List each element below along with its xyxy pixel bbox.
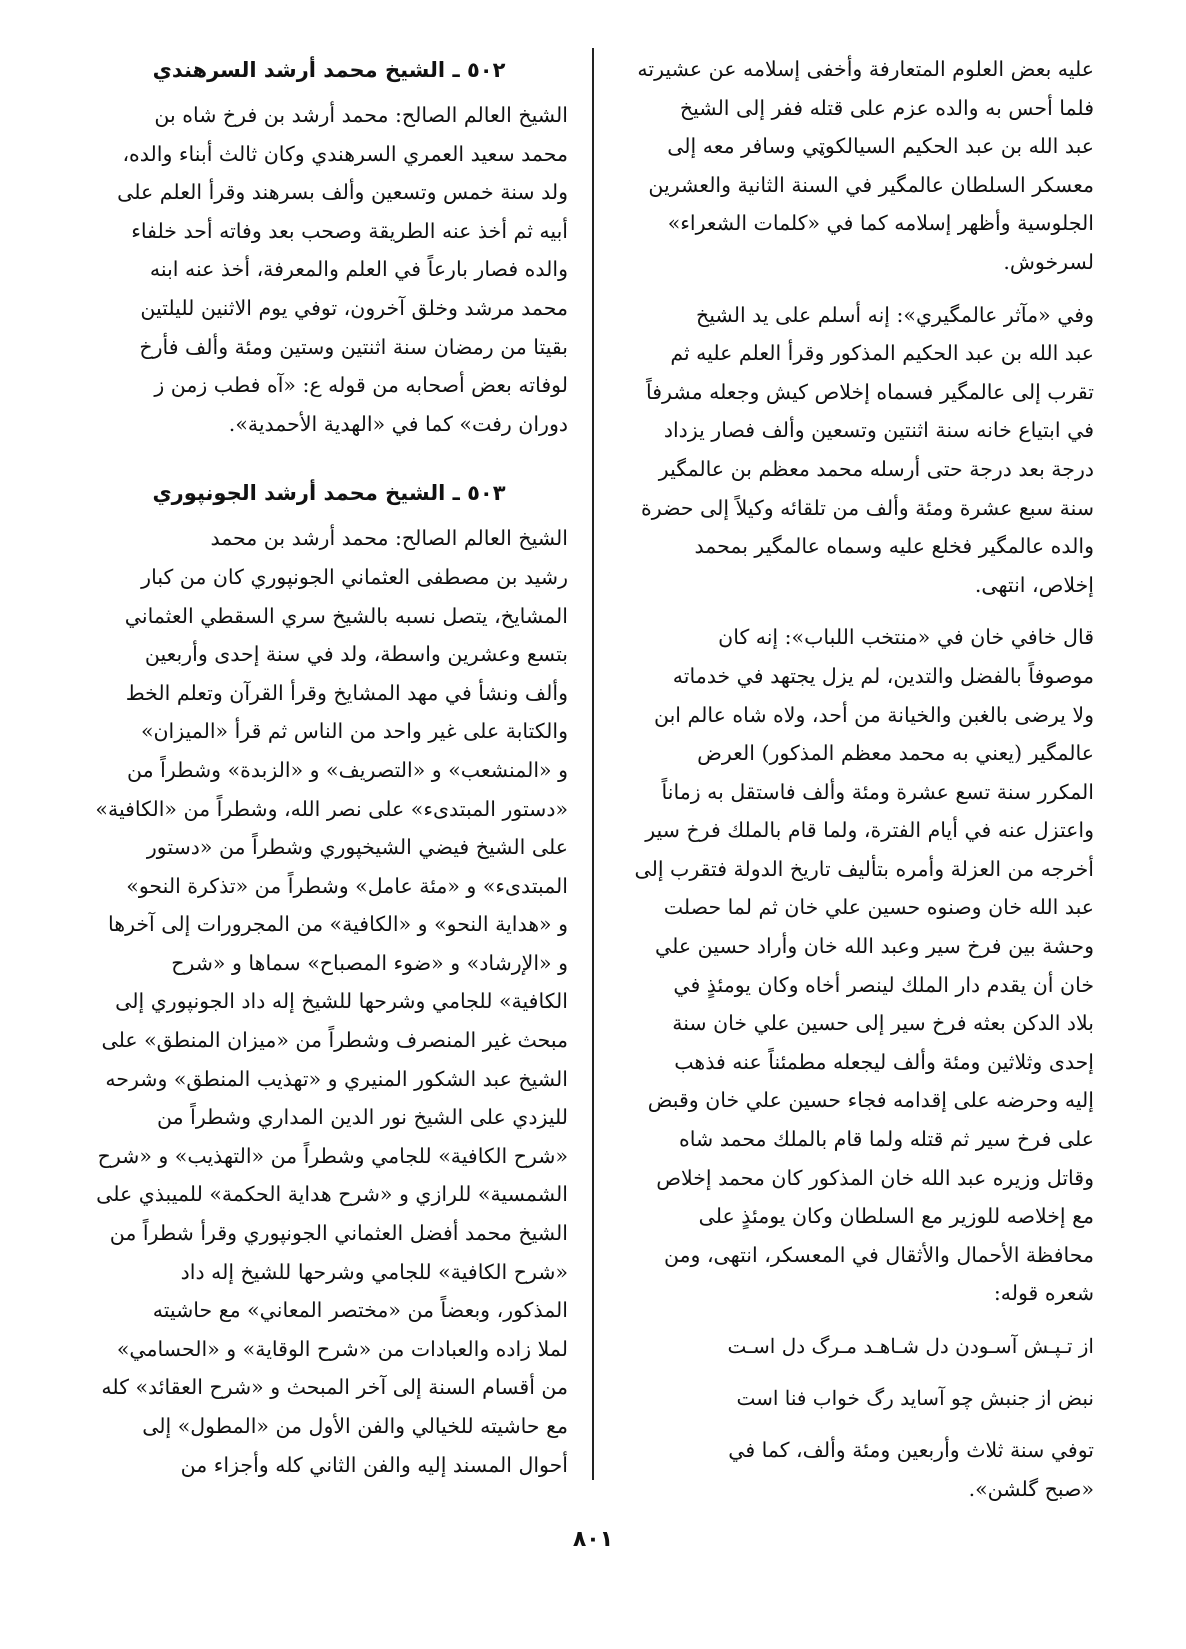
entry-heading: ٥٠٢ ـ الشيخ محمد أرشد السرهندي (152, 58, 506, 82)
paragraph: الشيخ العالم الصالح: محمد أرشد بن فرخ شاه بن محمد سعيد العمري السرهندي وكان ثالث أبناء والده، ولد سنة خمس وتسعين وألف بسرهند وقرأ العلم على أبيه ثم أخذ عنه الطريقة وصحب بعد وفاته أحد خلفاء والده فصار بارعاً في العلم والمعرفة، أخذ عنه ابنه محمد مرشد وخلق آخرون، توفي يوم الاثنين لليلتين بقيتا من رمضان سنة اثنتين وستين ومئة وألف فأرخ لوفاته بعض أصحابه من قوله ع: «آه فطب زمن ز دوران رفت» كما في «الهدية الأحمدية». (117, 103, 568, 436)
poem (616, 1327, 1094, 1417)
column-divider (592, 48, 594, 1480)
poem-line: از تـپـش آسـودن دل شـاهـد مـرگ دل اسـت (727, 1334, 1094, 1358)
right-column (616, 50, 1094, 1560)
left-column (90, 50, 568, 1560)
paragraph: الشيخ العالم الصالح: محمد أرشد بن محمد رشيد بن مصطفى العثماني الجونپوري كان من كبار المشايخ، يتصل نسبه بالشيخ سري السقطي العثماني بتسع وعشرين واسطة، ولد في سنة إحدى وأربعين وألف ونشأ في مهد المشايخ وقرأ القرآن وتعلم الخط والكتابة على غير واحد من الناس ثم قرأ «الميزان» و «المنشعب» و «التصريف» و «الزبدة» وشطراً من «دستور المبتدىء» على نصر الله، وشطراً من «الكافية» على الشيخ فيضي الشيخپوري وشطراً من «دستور المبتدىء» و «مئة عامل» وشطراً من «تذكرة النحو» و «هداية النحو» و «الكافية» من المجرورات إلى آخرها و «الإرشاد» و «ضوء المصباح» سماها و «شرح الكافية» للجامي وشرحها للشيخ إله داد الجونپوري إلى مبحث غير المنصرف وشطراً من «ميزان المنطق» على الشيخ عبد الشكور المنيري و «تهذيب المنطق» وشرحه لليزدي على الشيخ نور الدين المداري وشطراً من «شرح الكافية» للجامي وشطراً من «التهذيب» و «شرح الشمسية» للرازي و «شرح هداية الحكمة» للميبذي على الشيخ محمد أفضل العثماني الجونپوري وقرأ شطراً من «شرح الكافية» للجامي وشرحها للشيخ إله داد المذكور، وبعضاً من «مختصر المعاني» مع حاشيته لملا زاده والعبادات من «شرح الوقاية» و «الحسامي» من أقسام السنة إلى آخر المبحث و «شرح العقائد» كله مع حاشيته للخيالي والفن الأول من «المطول» إلى أحوال المسند إليه والفن الثاني كله وأجزاء من (95, 526, 568, 1477)
paragraph: قال خافي خان في «منتخب اللباب»: إنه كان موصوفاً بالفضل والتدين، لم يزل يجتهد في خدماته ولا يرضى بالغبن والخيانة من أحد، ولاه شاه عالم ابن عالمگير (يعني به محمد معظم المذكور) العرض المكرر سنة تسع عشرة ومئة وألف فاستقل به زماناً واعتزل عنه في أيام الفترة، ولما قام بالملك فرخ سير أخرجه من العزلة وأمره بتأليف تاريخ الدولة فتقرب إلى عبد الله خان وصنوه حسين علي خان ثم لما حصلت وحشة بين فرخ سير وعبد الله خان وأراد حسين علي خان أن يقدم دار الملك لينصر أخاه وكان يومئذٍ في بلاد الدكن بعثه فرخ سير إلى حسين علي خان سنة إحدى وثلاثين ومئة وألف ليجعله مطمئناً عنه فذهب إليه وحرضه على إقدامه فجاء حسين علي خان وقبض على فرخ سير ثم قتله ولما قام بالملك محمد شاه وقاتل وزيره عبد الله خان المذكور كان محمد إخلاص مع إخلاصه للوزير مع السلطان وكان يومئذٍ على محافظة الأحمال والأثقال في المعسكر، انتهى، ومن شعره قوله: (634, 625, 1094, 1306)
paragraph: توفي سنة ثلاث وأربعين ومئة وألف، كما في «صبح گلشن». (728, 1438, 1094, 1501)
poem-line: نبض از جنبش چو آساید رگ خواب فنا است (736, 1386, 1094, 1410)
paragraph: وفي «مآثر عالمگيري»: إنه أسلم على يد الشيخ عبد الله بن عبد الحكيم المذكور وقرأ العلم عليه ثم تقرب إلى عالمگير فسماه إخلاص كيش وجعله مشرفاً في ابتياع خانه سنة اثنتين وتسعين وألف فصار يزداد درجة بعد درجة حتى أرسله محمد معظم بن عالمگير سنة سبع عشرة ومئة وألف من تلقائه وكيلاً إلى حضرة والده عالمگير فخلع عليه وسماه عالمگير بمحمد إخلاص، انتهى. (641, 302, 1094, 597)
entry-heading: ٥٠٣ ـ الشيخ محمد أرشد الجونپوري (152, 481, 506, 506)
page-number: ٨٠١ (572, 1527, 614, 1552)
paragraph: عليه بعض العلوم المتعارفة وأخفى إسلامه عن عشيرته فلما أحس به والده عزم على قتله ففر إلى الشيخ عبد الله بن عبد الحكيم السيالكوټي وسافر معه إلى معسكر السلطان عالمگير في السنة الثانية والعشرين الجلوسية وأظهر إسلامه كما في «كلمات الشعراء» لسرخوش. (637, 57, 1094, 274)
